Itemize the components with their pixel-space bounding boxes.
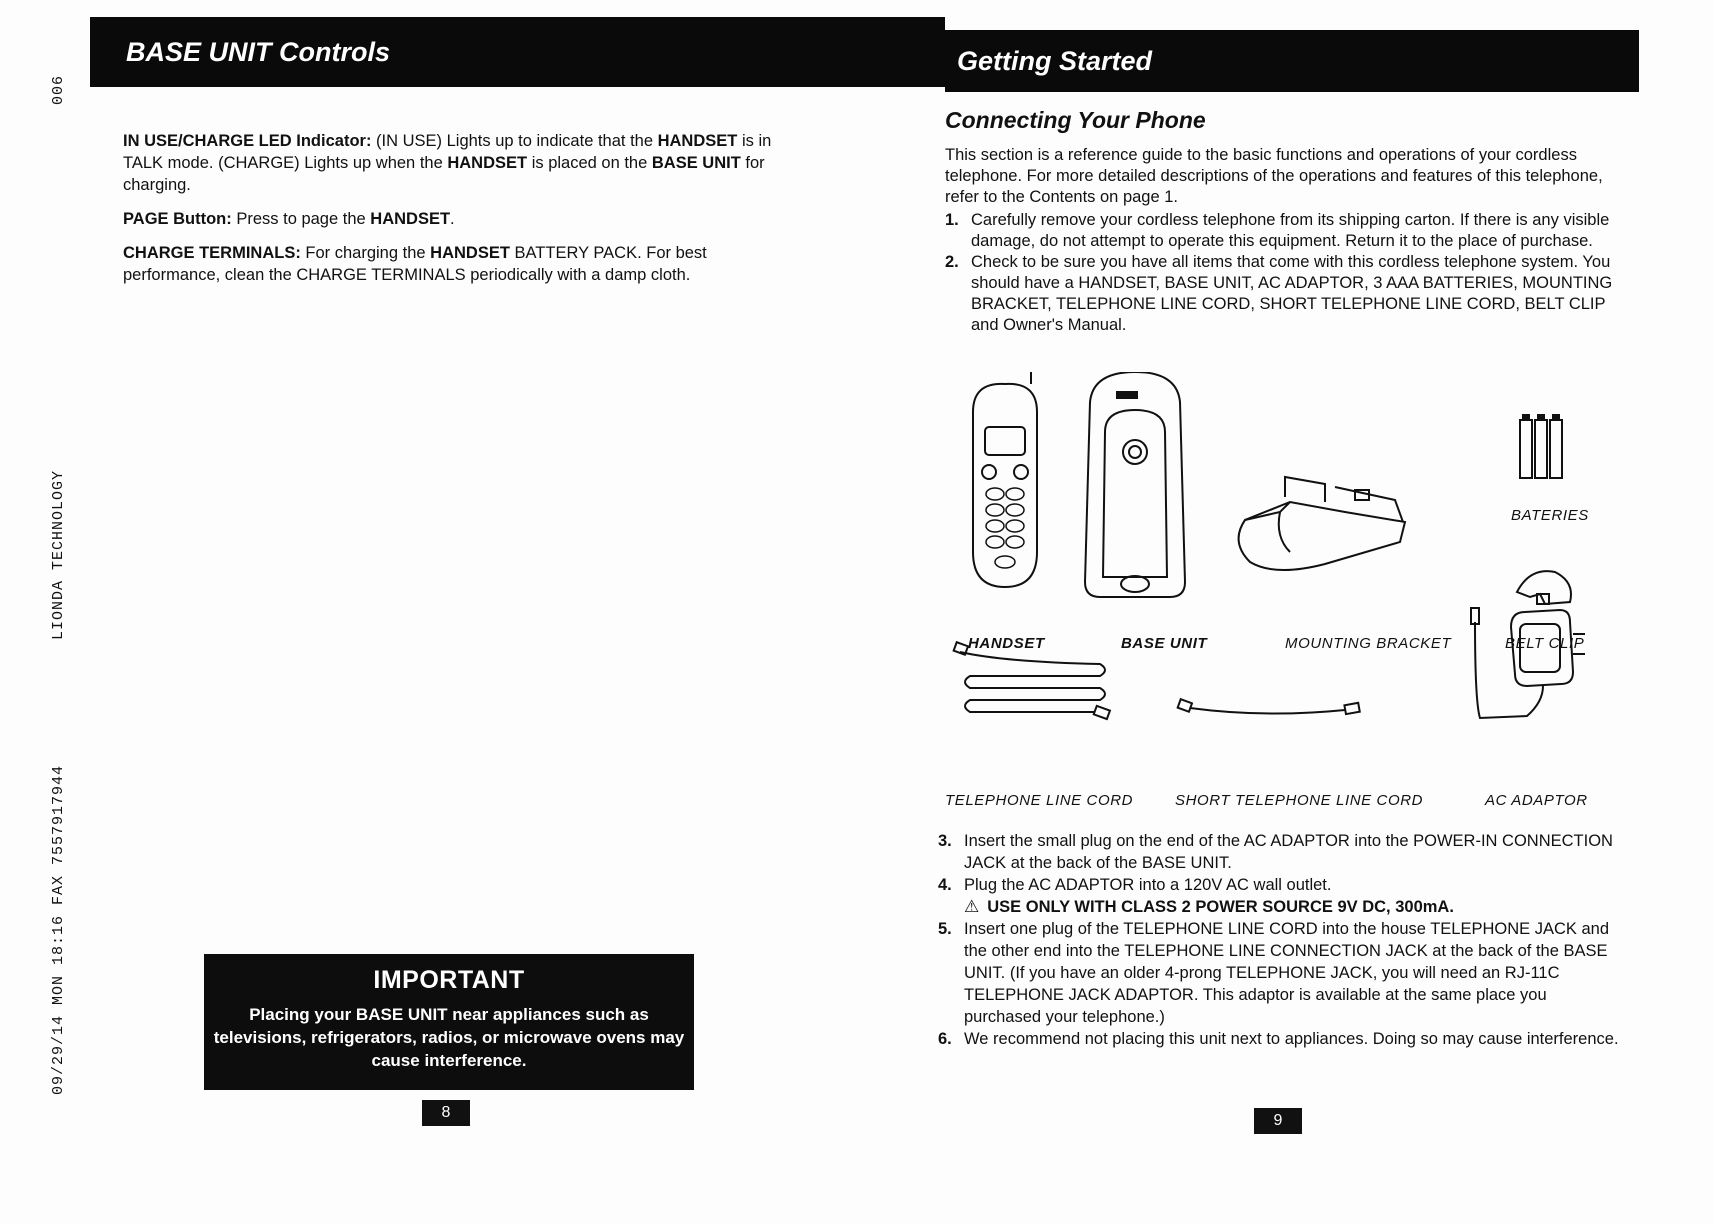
important-body: Placing your BASE UNIT near appliances such as televisions, refrigerators, radios, or microwave ovens may cause interference.: [213, 1005, 685, 1070]
connecting-phone-section: [945, 107, 1625, 336]
step-3: 3. Insert the small plug on the end of the AC ADAPTOR into the POWER-IN CONNECTION JACK at the back of the BASE UNIT.: [938, 832, 1613, 872]
page-button-description: PAGE Button: Press to page the HANDSET.: [123, 210, 455, 228]
step-6: 6. We recommend not placing this unit next to appliances. Doing so may cause interference.: [938, 1030, 1619, 1048]
page-number-right: 9: [1254, 1108, 1302, 1134]
warning-triangle-icon: ⚠: [964, 897, 980, 916]
telephone-line-cord-illustration: [954, 642, 1110, 719]
short-telephone-line-cord-illustration: [1178, 699, 1360, 714]
step-5: 5. Insert one plug of the TELEPHONE LINE CORD into the house TELEPHONE JACK and the other end into the TELEPHONE LINE CONNECTION JACK at the back of the BASE UNIT. (If you have an older 4-prong TELEPHONE JACK, you will need an RJ-11C TELEPHONE JACK ADAPTOR. This adaptor is available at the same place you purchased your telephone.): [938, 920, 1610, 1026]
batteries-illustration: [1520, 415, 1562, 478]
mounting-bracket-illustration: [1239, 477, 1405, 570]
step-1: 1. Carefully remove your cordless telephone from its shipping carton. If there is any visible damage, do not attempt to operate this equipment. Return it to the place of purchase.: [945, 211, 1610, 250]
label-handset: HANDSET: [968, 635, 1045, 652]
step-4: 4. Plug the AC ADAPTOR into a 120V AC wall outlet.: [938, 876, 1332, 894]
important-title: IMPORTANT: [373, 966, 525, 994]
left-page-title: BASE UNIT Controls: [126, 36, 391, 67]
base-unit-illustration: [1085, 372, 1185, 597]
label-short-telephone-line-cord: SHORT TELEPHONE LINE CORD: [1175, 792, 1424, 809]
power-warning: ⚠ USE ONLY WITH CLASS 2 POWER SOURCE 9V DC, 300mA.: [964, 897, 1454, 916]
fax-header-strip: [28, 35, 72, 1095]
page-button-term: PAGE Button:: [123, 210, 232, 228]
package-contents-illustration: [945, 372, 1635, 827]
charge-terminals-description: CHARGE TERMINALS: For charging the HANDSET BATTERY PACK. For best performance, clean the CHARGE TERMINALS periodically with a damp cloth.: [123, 244, 707, 284]
page-number-left: 8: [422, 1100, 470, 1126]
led-indicator-description: IN USE/CHARGE LED Indicator: (IN USE) Lights up to indicate that the HANDSET is in TALK mode. (CHARGE) Lights up when the HANDSET is placed on the BASE UNIT for charging.: [123, 132, 772, 194]
charge-terminals-term: CHARGE TERMINALS:: [123, 244, 301, 262]
right-page-header: [945, 30, 1639, 92]
right-page-title: Getting Started: [957, 45, 1153, 76]
steps-list-top: [945, 210, 1625, 336]
label-batteries: BATERIES: [1511, 507, 1589, 524]
handset-illustration: [973, 372, 1037, 587]
left-page-header: [90, 17, 945, 87]
step-2: 2. Check to be sure you have all items that come with this cordless telephone system. You should have a HANDSET, BASE UNIT, AC ADAPTOR, 3 AAA BATTERIES, MOUNTING BRACKET, TELEPHONE LINE CORD, SHORT TELEPHONE LINE CORD, BELT CLIP and Owner's Manual.: [945, 253, 1613, 334]
section-title: Connecting Your Phone: [945, 107, 1206, 133]
steps-list-bottom: [938, 830, 1628, 1050]
label-telephone-line-cord: TELEPHONE LINE CORD: [945, 792, 1134, 809]
fax-transmission-line: 09/29/14 MON 18:16 FAX 7557917944: [50, 764, 67, 1095]
label-belt-clip: BELT CLIP: [1505, 635, 1585, 652]
important-notice-box: [204, 954, 694, 1090]
belt-clip-illustration: [1517, 571, 1571, 604]
ac-adaptor-illustration: [1471, 608, 1585, 718]
label-base-unit: BASE UNIT: [1121, 635, 1208, 652]
package-contents-figure: [945, 372, 1635, 827]
intro-paragraph: This section is a reference guide to the basic functions and operations of your cordless telephone. For more detailed descriptions of the operations and features of this telephone, refer to the Contents on page 1.: [945, 146, 1603, 206]
fax-page-id: 006: [50, 74, 67, 105]
base-unit-controls-list: [123, 130, 773, 298]
label-ac-adaptor: AC ADAPTOR: [1485, 792, 1588, 809]
label-mounting-bracket: MOUNTING BRACKET: [1285, 635, 1452, 652]
led-indicator-term: IN USE/CHARGE LED Indicator:: [123, 132, 372, 150]
fax-company-name: LIONDA TECHNOLOGY: [50, 469, 67, 640]
